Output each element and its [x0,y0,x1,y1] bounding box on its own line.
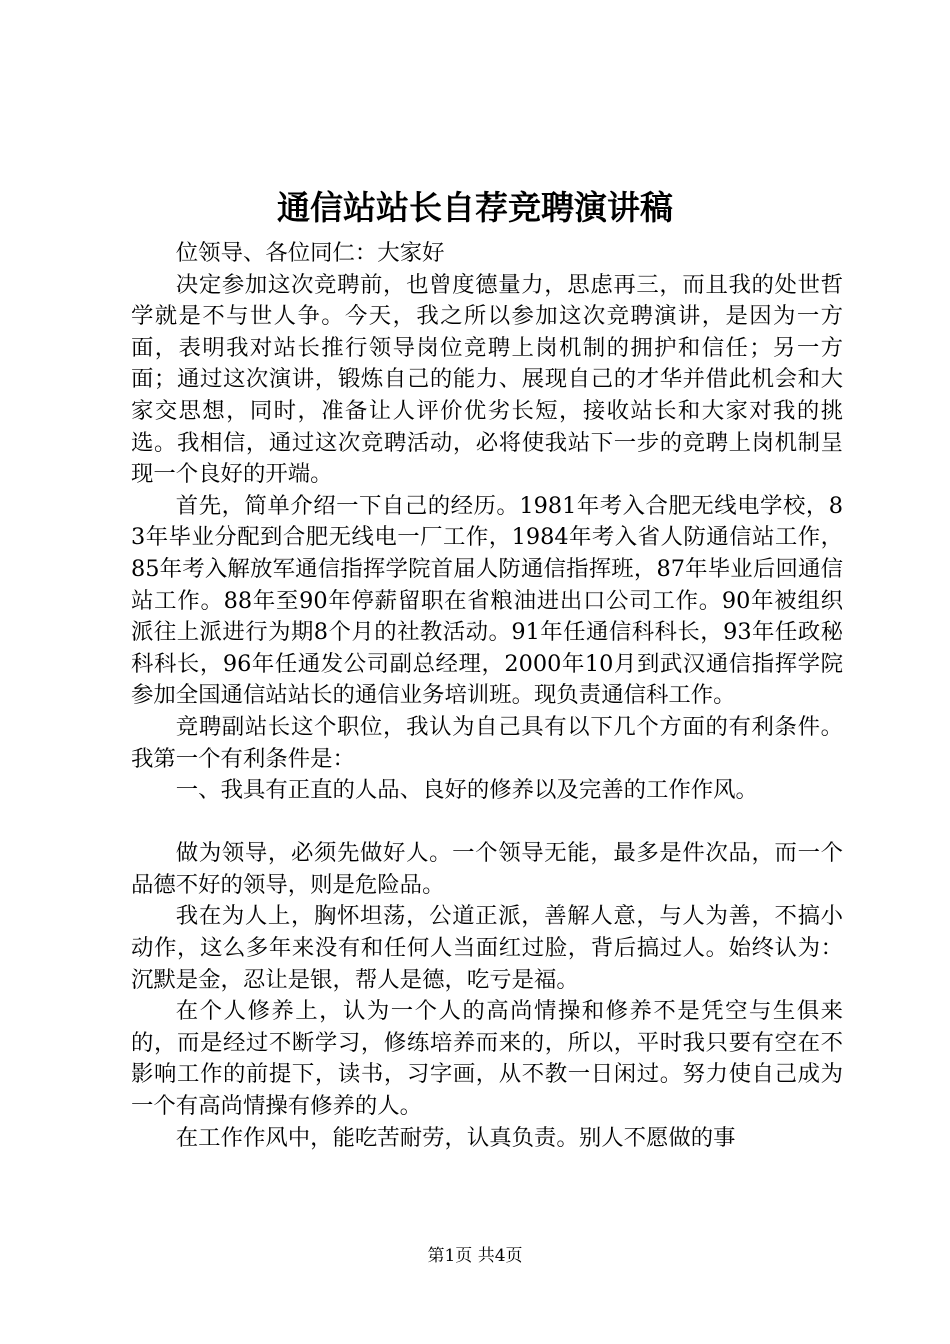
paragraph-intro: 决定参加这次竞聘前，也曾度德量力，思虑再三，而且我的处世哲学就是不与世人争。今天，我之所以参加这次竞聘演讲，是因为一方面，表明我对站长推行领导岗位竞聘上岗机制的拥护和信任；另一方面；通过这次演讲，锻炼自己的能力、展现自己的才华并借此机会和大家交思想，同时，准备让人评价优劣长短，接收站长和大家对我的挑选。我相信，通过这次竞聘活动，必将使我站下一步的竞聘上岗机制呈现一个良好的开端。 [131,271,843,488]
document-title: 通信站站长自荐竞聘演讲稿 [277,188,673,227]
paragraph-conditions: 竞聘副站长这个职位，我认为自己具有以下几个方面的有利条件。我第一个有利条件是： [131,713,843,772]
paragraph-experience: 首先，简单介绍一下自己的经历。1981年考入合肥无线电学校，83年毕业分配到合肥无线电一厂工作，1984年考入省人防通信站工作，85年考入解放军通信指挥学院首届人防通信指挥班，87年毕业后回通信站工作。88年至90年停薪留职在省粮油进出口公司工作。90年被组织派往上派进行为期8个月的社教活动。91年任通信科科长，93年任政秘科科长，96年任通发公司副总经理，2000年10月到武汉通信指挥学院参加全国通信站站长的通信业务培训班。现负责通信科工作。 [131,492,843,709]
paragraph-leadership: 做为领导，必须先做好人。一个领导无能，最多是件次品，而一个品德不好的领导，则是危险品。 [131,840,843,898]
paragraph-conduct: 我在为人上，胸怀坦荡，公道正派，善解人意，与人为善，不搞小动作，这么多年来没有和任何人当面红过脸，背后搞过人。始终认为：沉默是金，忍让是银，帮人是德，吃亏是福。 [131,903,843,993]
page-number: 第1页 共4页 [427,1246,523,1266]
salutation: 位领导、各位同仁：大家好 [175,240,445,266]
section-heading-one: 一、我具有正直的人品、良好的修养以及完善的工作作风。 [175,777,758,804]
paragraph-cultivation: 在个人修养上，认为一个人的高尚情操和修养不是凭空与生俱来的，而是经过不断学习，修练培养而来的，所以，平时我只要有空在不影响工作的前提下，读书，习字画，从不教一日闲过。努力使自己成为一个有高尚情操有修养的人。 [131,998,843,1120]
document-body [131,238,843,1154]
paragraph-work-style: 在工作作风中，能吃苦耐劳，认真负责。别人不愿做的事 [175,1124,736,1151]
